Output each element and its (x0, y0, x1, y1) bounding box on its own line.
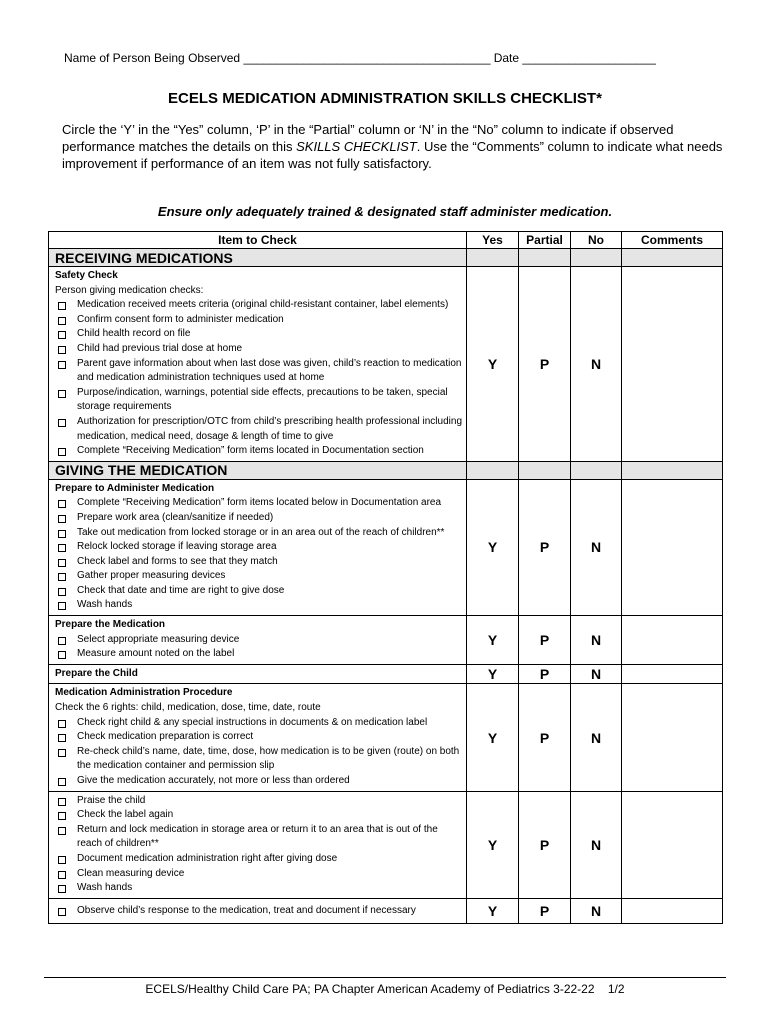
checklist-item[interactable]: Take out medication from locked storage or in an area out of the reach of children** (55, 526, 462, 541)
yes-mark[interactable]: Y (467, 898, 519, 924)
checklist-item[interactable]: Check right child & any special instructions in documents & on medication label (55, 716, 462, 731)
partial-mark[interactable]: P (519, 791, 571, 898)
col-yes: Yes (467, 232, 519, 249)
col-partial: Partial (519, 232, 571, 249)
no-mark[interactable]: N (571, 616, 622, 665)
checklist-item[interactable]: Select appropriate measuring device (55, 633, 462, 648)
section-label: RECEIVING MEDICATIONS (49, 249, 467, 267)
partial-mark[interactable]: P (519, 898, 571, 924)
prepare-medication-cell (49, 616, 467, 665)
no-mark[interactable]: N (571, 791, 622, 898)
instructions (62, 121, 732, 172)
checklist-item[interactable]: Check the label again (55, 808, 462, 823)
row-intro: Check the 6 rights: child, medication, dose, time, date, route (55, 702, 321, 714)
checklist-item[interactable]: Authorization for prescription/OTC from child’s prescribing health professional including medication, medical need, dosage & length of time to give (55, 415, 462, 444)
yes-mark[interactable]: Y (467, 479, 519, 615)
page-number: 1/2 (607, 982, 625, 996)
partial-mark[interactable]: P (519, 267, 571, 462)
prepare-administer-cell (49, 479, 467, 615)
row-title: Medication Administration Procedure (55, 687, 233, 699)
section-label: GIVING THE MEDICATION (49, 461, 467, 479)
date-label: Date (493, 51, 520, 65)
row-title: Prepare the Medication (55, 619, 166, 631)
checklist-item[interactable]: Check medication preparation is correct (55, 730, 462, 745)
checklist-item[interactable]: Wash hands (55, 881, 462, 896)
footer-text: ECELS/Healthy Child Care PA; PA Chapter American Academy of Pediatrics 3-22-22 (145, 982, 595, 996)
comments-cell[interactable] (622, 616, 723, 665)
observe-cell (49, 898, 467, 924)
checklist-item[interactable]: Gather proper measuring devices (55, 569, 462, 584)
yes-mark[interactable]: Y (467, 616, 519, 665)
checklist-item[interactable]: Return and lock medication in storage area or return it to an area that is out of the reach of children** (55, 823, 462, 852)
ensure-note: Ensure only adequately trained & designated staff administer medication. (157, 204, 613, 219)
row-intro: Person giving medication checks: (55, 284, 204, 296)
comments-cell[interactable] (622, 267, 723, 462)
section-receiving (49, 249, 723, 267)
no-mark[interactable]: N (571, 664, 622, 684)
checklist-item[interactable]: Wash hands (55, 598, 462, 613)
row-safety-check (49, 267, 723, 462)
comments-cell[interactable] (622, 664, 723, 684)
no-mark[interactable]: N (571, 684, 622, 791)
footer (0, 982, 770, 996)
no-mark[interactable]: N (571, 479, 622, 615)
procedure-cell (49, 684, 467, 791)
checklist-item[interactable]: Complete “Receiving Medication” form items located below in Documentation area (55, 496, 462, 511)
checklist-item[interactable]: Praise the child (55, 794, 462, 809)
yes-mark[interactable]: Y (467, 684, 519, 791)
row-title: Prepare to Administer Medication (55, 482, 215, 494)
yes-mark[interactable]: Y (467, 267, 519, 462)
row-title: Prepare the Child (55, 667, 138, 679)
prepare-child-cell (49, 664, 467, 684)
checklist-item[interactable]: Document medication administration right after giving dose (55, 852, 462, 867)
checklist-item[interactable]: Complete “Receiving Medication” form items located in Documentation section (55, 444, 462, 459)
checklist-item[interactable]: Measure amount noted on the label (55, 647, 462, 662)
checklist-item[interactable]: Observe child’s response to the medication, treat and document if necessary (55, 904, 462, 919)
checklist-item[interactable]: Give the medication accurately, not more or less than ordered (55, 774, 462, 789)
row-after-dose (49, 791, 723, 898)
date-blank[interactable]: ____________________ (522, 51, 656, 65)
partial-mark[interactable]: P (519, 684, 571, 791)
col-no: No (571, 232, 622, 249)
checklist-item[interactable]: Medication received meets criteria (original child-resistant container, label elements) (55, 298, 462, 313)
partial-mark[interactable]: P (519, 664, 571, 684)
row-title: Safety Check (55, 270, 118, 281)
instructions-part1: Circle the ‘Y’ in the “Yes” column, ‘P’ in the “Partial” column or ‘N’ in the “No” column to indicate if observed performance matches the details on this (62, 122, 674, 154)
row-administration-procedure (49, 684, 723, 791)
checklist-item[interactable]: Check that date and time are right to give dose (55, 584, 462, 599)
name-label: Name of Person Being Observed (64, 51, 241, 65)
comments-cell[interactable] (622, 479, 723, 615)
section-giving (49, 461, 723, 479)
safety-check-cell (49, 267, 467, 462)
yes-mark[interactable]: Y (467, 791, 519, 898)
no-mark[interactable]: N (571, 898, 622, 924)
row-prepare-child (49, 664, 723, 684)
checklist-item[interactable]: Confirm consent form to administer medication (55, 313, 462, 328)
row-observe-response (49, 898, 723, 924)
comments-cell[interactable] (622, 684, 723, 791)
footer-divider (44, 977, 726, 978)
header-row (49, 232, 723, 249)
yes-mark[interactable]: Y (467, 664, 519, 684)
checklist-item[interactable]: Purpose/indication, warnings, potential side effects, precautions to be taken, special storage requirements (55, 386, 462, 415)
after-dose-cell (49, 791, 467, 898)
name-blank[interactable]: _____________________________________ (243, 51, 491, 65)
row-prepare-medication (49, 616, 723, 665)
no-mark[interactable]: N (571, 267, 622, 462)
checklist-item[interactable]: Clean measuring device (55, 867, 462, 882)
comments-cell[interactable] (622, 898, 723, 924)
partial-mark[interactable]: P (519, 616, 571, 665)
instructions-part2: . Use the “Comments” column to indicate what needs improvement if performance of an item was not fully satisfactory. (62, 139, 723, 171)
page-title: ECELS MEDICATION ADMINISTRATION SKILLS CHECKLIST* (168, 90, 602, 107)
checklist-item[interactable]: Check label and forms to see that they match (55, 555, 462, 570)
partial-mark[interactable]: P (519, 479, 571, 615)
observer-line (64, 51, 656, 65)
checklist-item[interactable]: Child had previous trial dose at home (55, 342, 462, 357)
checklist-item[interactable]: Relock locked storage if leaving storage area (55, 540, 462, 555)
checklist-item[interactable]: Prepare work area (clean/sanitize if needed) (55, 511, 462, 526)
checklist-item[interactable]: Parent gave information about when last dose was given, child’s reaction to medication and medication administration techniques used at home (55, 357, 462, 386)
checklist-item[interactable]: Child health record on file (55, 327, 462, 342)
comments-cell[interactable] (622, 791, 723, 898)
row-prepare-administer (49, 479, 723, 615)
checklist-table (48, 231, 723, 924)
checklist-item[interactable]: Re-check child’s name, date, time, dose, how medication is to be given (route) on both the medication container and permission slip (55, 745, 462, 774)
col-item: Item to Check (49, 232, 467, 249)
instructions-italic: SKILLS CHECKLIST (296, 139, 417, 154)
col-comments: Comments (622, 232, 723, 249)
